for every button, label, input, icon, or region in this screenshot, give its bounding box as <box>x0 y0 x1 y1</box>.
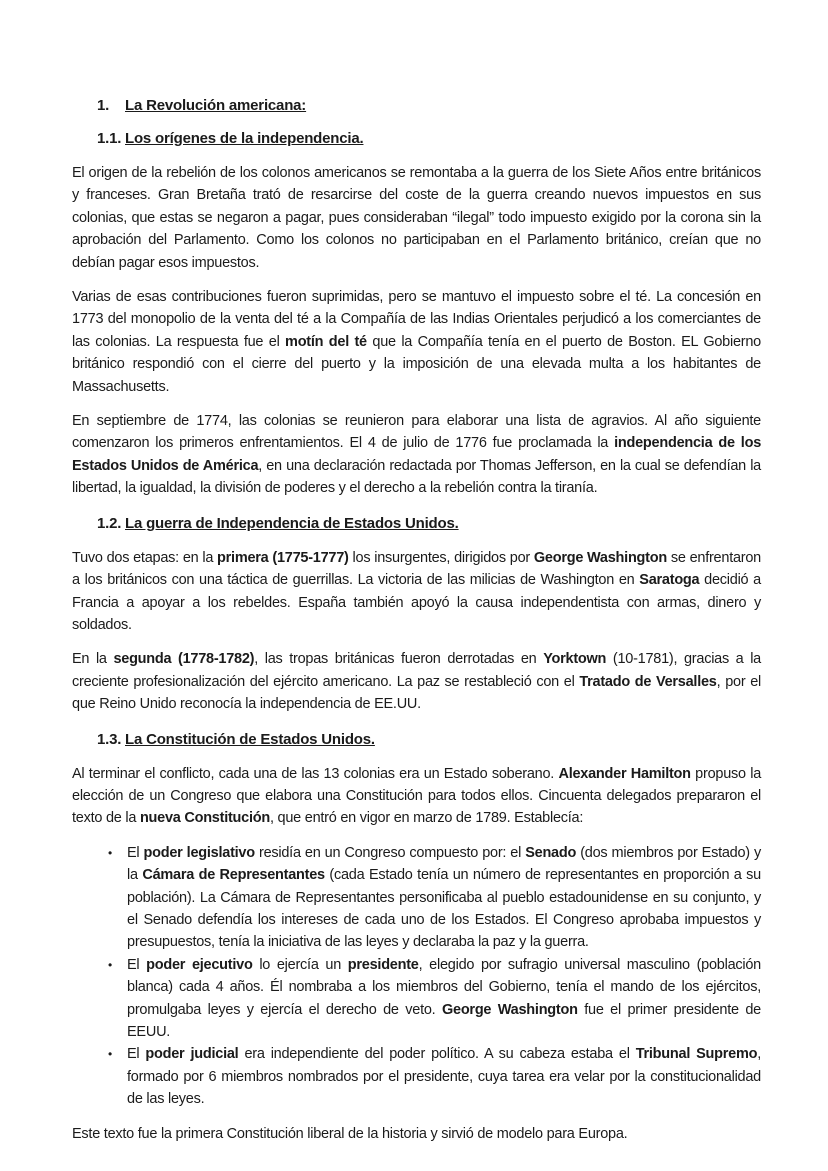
text-run: El origen de la rebelión de los colonos americanos se remontaba a la guerra de los Siete Años entre británicos y franceses. Gran Bretaña trató de resarcirse del coste de la guerra creando nuevos impuestos en sus colonias, que estas se negaron a pagar, pues consideraban “ilegal” todo impuesto exigido por la corona sin la aprobación del Parlamento. Como los colonos no participaban en el Parlamento británico, creían que no debían pagar esos impuestos. <box>72 165 761 271</box>
bullet-icon: • <box>108 845 112 860</box>
bullet-item <box>72 842 761 954</box>
bold-text-run: Saratoga <box>639 572 700 589</box>
bullet-text <box>127 957 761 1040</box>
bullet-text <box>127 845 761 951</box>
text-run: (dos miembros por Estado) y la <box>127 844 762 884</box>
heading-number: 1. <box>97 97 110 114</box>
bullet-text <box>127 1046 761 1107</box>
heading-text: Los orígenes de la independencia. <box>125 130 364 147</box>
text-run: que la Compañía tenía en el puerto de Boston. EL Gobierno británico respondió con el cierre del puerto y la imposición de una elevada multa a los habitantes de Massachusetts. <box>72 333 761 395</box>
bold-text-run: poder ejecutivo <box>146 956 253 973</box>
bold-text-run: independencia de los Estados Unidos de América <box>72 435 762 474</box>
bold-text-run: primera (1775-1777) <box>217 549 349 566</box>
bold-text-run: George Washington <box>441 1001 578 1018</box>
text-run: se enfrentaron a los británicos con una táctica de guerrillas. La victoria de las milicias de Washington en <box>72 549 761 589</box>
bold-text-run: Tribunal Supremo <box>635 1046 758 1063</box>
text-run: fue el primer presidente de EEUU. <box>127 1001 761 1040</box>
bold-text-run: Yorktown <box>543 651 607 668</box>
text-run: , las tropas británicas fueron derrotadas en <box>254 651 544 668</box>
bold-text-run: segunda (1778-1782) <box>113 651 255 668</box>
paragraph <box>72 162 761 274</box>
text-run: Varias de esas contribuciones fueron suprimidas, pero se mantuvo el impuesto sobre el té. La concesión en 1773 del monopolio de la venta del té a la Compañía de las Indias Orientales perjudicó a los comerciantes de las colonias. La respuesta fue el <box>72 289 761 350</box>
paragraph <box>72 763 761 830</box>
text-run: (10-1781), gracias a la creciente profesionalización del ejército americano. La paz se restableció con el <box>72 651 761 690</box>
bold-text-run: motín del té <box>285 333 367 350</box>
bold-text-run: poder judicial <box>145 1046 239 1063</box>
text-run: Este texto fue la primera Constitución liberal de la historia y sirvió de modelo para Europa. <box>72 1125 628 1142</box>
bold-text-run: Cámara de Representantes <box>142 867 325 884</box>
bullet-item <box>72 954 761 1044</box>
text-run: Tuvo dos etapas: en la <box>72 549 218 566</box>
section-heading-1 <box>72 94 761 117</box>
heading-text: La Revolución americana: <box>125 97 307 114</box>
text-run: En la <box>72 651 114 668</box>
text-run: propuso la elección de un Congreso que elabora una Constitución para todos ellos. Cincuenta delegados prepararon el texto de la <box>72 765 762 827</box>
heading-number: 1.3. <box>97 730 122 748</box>
bullet-item <box>72 1043 761 1110</box>
paragraph <box>72 648 761 715</box>
bullet-icon: • <box>108 1047 112 1062</box>
paragraph <box>72 547 761 637</box>
bullet-list <box>72 842 761 1111</box>
text-run: En septiembre de 1774, las colonias se reunieron para elaborar una lista de agravios. Al año siguiente comenzaron los primeros enfrentamientos. El 4 de julio de 1776 fue proclamada la <box>72 413 761 452</box>
text-run: , elegido por sufragio universal masculino (población blanca) cada 4 años. Él nombraba a los miembros del Gobierno, tenía el mando de los ejércitos, promulgaba leyes y ejercía el derecho de veto. <box>127 956 761 1018</box>
text-run: , por el que Reino Unido reconocía la independencia de EE.UU. <box>72 673 761 713</box>
document-content <box>72 94 761 1145</box>
paragraph <box>72 286 761 398</box>
heading-number: 1.1. <box>97 130 122 147</box>
text-run: decidió a Francia a apoyar a los rebeldes. España también apoyó la causa independentista con armas, dinero y soldados. <box>72 572 761 633</box>
paragraph <box>72 1123 761 1145</box>
text-run: , que entró en vigor en marzo de 1789. Establecía: <box>269 810 584 827</box>
text-run: los insurgentes, dirigidos por <box>348 549 534 566</box>
text-run: (cada Estado tenía un número de representantes en proporción a su población). La Cámara de Representantes personificaba al pueblo estadounidense en su conjunto, y el Senado defendía los intereses de cada uno de los Estados. El Congreso aprobaba impuestos y presupuestos, tenía la iniciativa de las leyes y declaraba la paz y la guerra. <box>127 867 761 951</box>
section-heading-1-1 <box>72 127 761 150</box>
bold-text-run: George Washington <box>533 549 667 566</box>
text-run: Al terminar el conflicto, cada una de las 13 colonias era un Estado soberano. <box>72 765 559 782</box>
heading-number: 1.2. <box>97 514 122 532</box>
text-run: , formado por 6 miembros nombrados por el presidente, cuya tarea era velar por la constitucionalidad de las leyes. <box>127 1046 761 1108</box>
bold-text-run: Tratado de Versalles <box>579 673 717 690</box>
paragraph <box>72 410 761 500</box>
heading-text: La guerra de Independencia de Estados Unidos. <box>125 514 459 532</box>
bold-text-run: nueva Constitución <box>139 810 270 827</box>
text-run: , en una declaración redactada por Thomas Jefferson, en la cual se defendían la libertad, la igualdad, la división de poderes y el derecho a la rebelión contra la tiranía. <box>72 457 761 497</box>
text-run: El <box>127 956 147 973</box>
section-heading-1-3 <box>72 728 761 751</box>
heading-text: La Constitución de Estados Unidos. <box>125 730 375 748</box>
text-run: residía en un Congreso compuesto por: el <box>254 844 526 861</box>
bold-text-run: presidente <box>347 956 419 973</box>
text-run: era independiente del poder político. A su cabeza estaba el <box>238 1046 636 1063</box>
text-run: El <box>127 844 144 861</box>
bold-text-run: poder legislativo <box>143 844 255 861</box>
text-run: El <box>127 1046 146 1063</box>
bullet-icon: • <box>108 957 112 972</box>
bold-text-run: Senado <box>525 844 577 861</box>
section-heading-1-2 <box>72 512 761 535</box>
text-run: lo ejercía un <box>252 956 348 973</box>
bold-text-run: Alexander Hamilton <box>558 765 691 782</box>
